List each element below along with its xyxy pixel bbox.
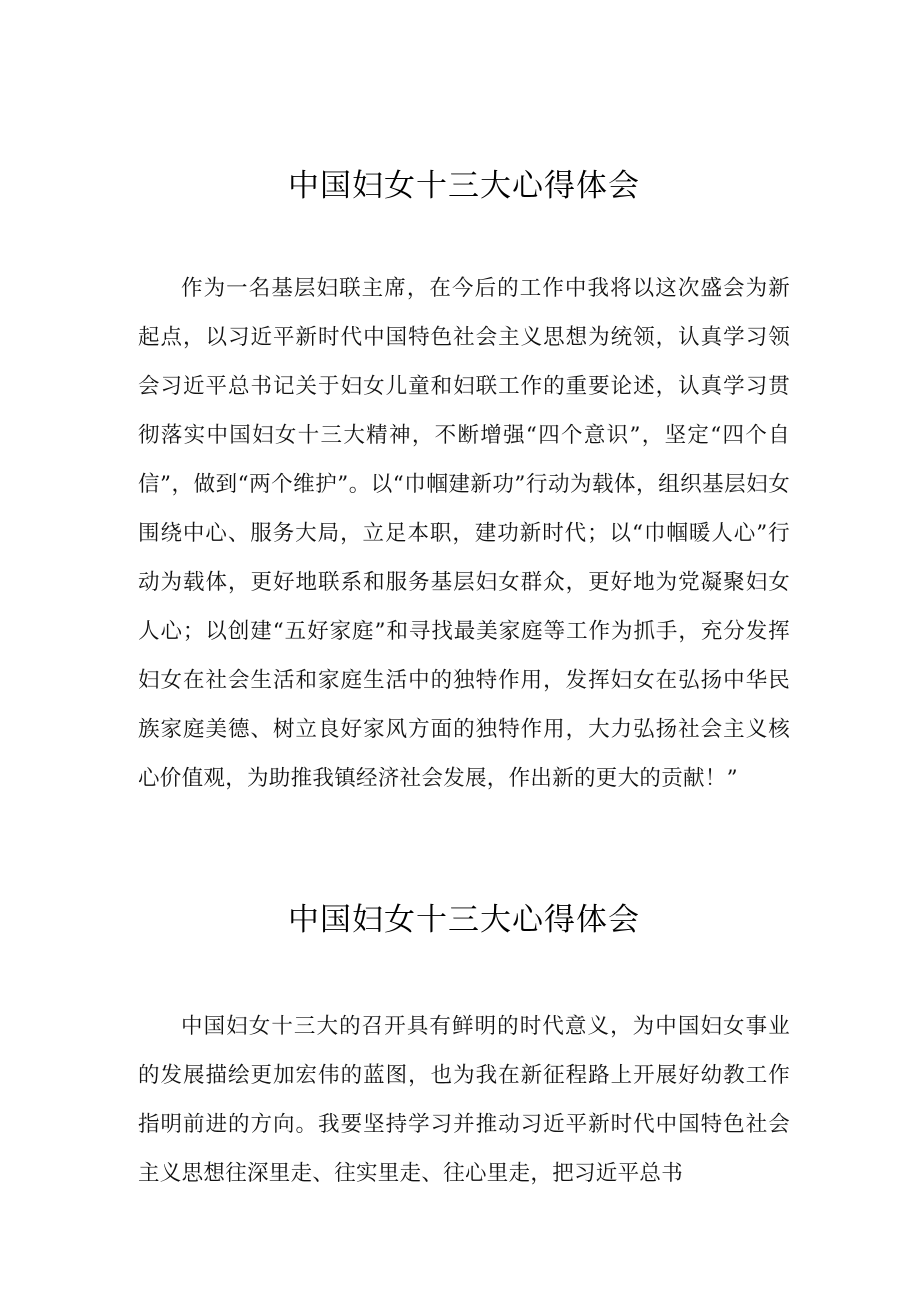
article-section-1 — [138, 158, 790, 803]
article-section-2 — [138, 892, 790, 1198]
article-paragraph-1: 作为一名基层妇联主席，在今后的工作中我将以这次盛会为新起点，以习近平新时代中国特色社会主义思想为统领，认真学习领会习近平总书记关于妇女儿童和妇联工作的重要论述，认真学习贯彻落实中国妇女十三大精神，不断增强“四个意识”，坚定“四个自信”，做到“两个维护”。以“巾帼建新功”行动为载体，组织基层妇女围绕中心、服务大局，立足本职，建功新时代；以“巾帼暖人心”行动为载体，更好地联系和服务基层妇女群众，更好地为党凝聚妇女人心；以创建“五好家庭”和寻找最美家庭等工作为抓手，充分发挥妇女在社会生活和家庭生活中的独特作用，发挥妇女在弘扬中华民族家庭美德、树立良好家风方面的独特作用，大力弘扬社会主义核心价值观，为助推我镇经济社会发展，作出新的更大的贡献！” — [138, 276, 790, 791]
article-paragraph-2: 中国妇女十三大的召开具有鲜明的时代意义，为中国妇女事业的发展描绘更加宏伟的蓝图，也为我在新征程路上开展好幼教工作指明前进的方向。我要坚持学习并推动习近平新时代中国特色社会主义思想往深里走、往实里走、往心里走，把习近平总书 — [138, 1014, 790, 1186]
article-title-2: 中国妇女十三大心得体会 — [288, 902, 640, 938]
article-title-1: 中国妇女十三大心得体会 — [288, 168, 640, 204]
